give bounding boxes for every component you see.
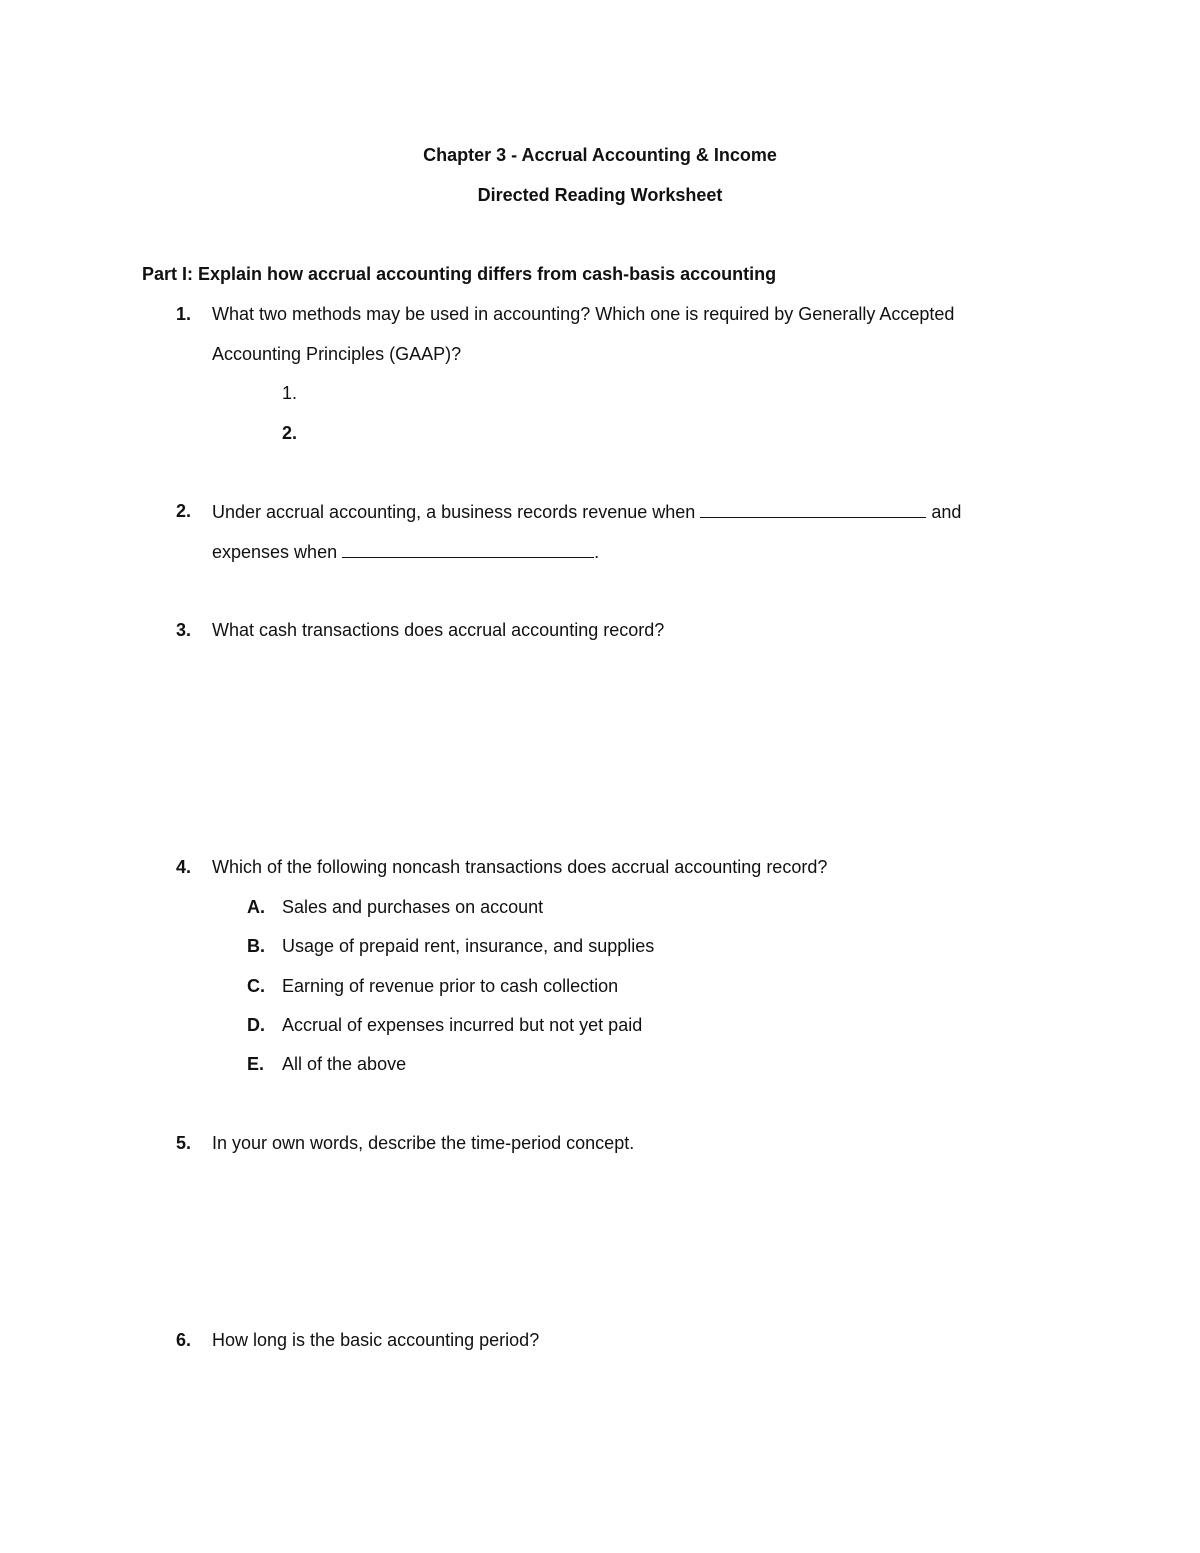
- question-text-part: and: [931, 502, 962, 522]
- question-number: 5.: [176, 1133, 192, 1153]
- question-text: What two methods may be used in accounting? Which one is required by Generally Accepted: [212, 304, 955, 324]
- question-text-part: expenses when: [212, 542, 338, 562]
- question-text-part: .: [594, 542, 600, 562]
- option-text: Accrual of expenses incurred but not yet paid: [282, 1015, 643, 1035]
- option-text: All of the above: [282, 1054, 407, 1074]
- question-text-continued: [212, 541, 599, 563]
- question-text-continued: Accounting Principles (GAAP)?: [212, 344, 462, 364]
- question-number: 1.: [176, 304, 192, 324]
- question-text: Which of the following noncash transactions does accrual accounting record?: [212, 857, 828, 877]
- question-number: 6.: [176, 1330, 192, 1350]
- fill-in-blank: [342, 541, 594, 558]
- answer-number: 1.: [282, 383, 298, 403]
- question-number: 3.: [176, 620, 192, 640]
- option-letter: C.: [247, 976, 265, 996]
- part-heading: Part I: Explain how accrual accounting differs from cash-basis accounting: [142, 264, 777, 284]
- option-letter: A.: [247, 897, 265, 917]
- option-letter: E.: [247, 1054, 265, 1074]
- question-number: 2.: [176, 501, 192, 521]
- question-text-part: Under accrual accounting, a business records revenue when: [212, 502, 696, 522]
- question-text: [212, 501, 961, 523]
- option-letter: B.: [247, 936, 265, 956]
- option-text: Sales and purchases on account: [282, 897, 544, 917]
- question-text: In your own words, describe the time-period concept.: [212, 1133, 635, 1153]
- answer-number: 2.: [282, 423, 298, 443]
- option-text: Earning of revenue prior to cash collection: [282, 976, 619, 996]
- option-letter: D.: [247, 1015, 265, 1035]
- page-subtitle: Directed Reading Worksheet: [477, 185, 723, 205]
- page-title: Chapter 3 - Accrual Accounting & Income: [423, 145, 777, 165]
- question-text: How long is the basic accounting period?: [212, 1330, 540, 1350]
- question-text: What cash transactions does accrual accounting record?: [212, 620, 665, 640]
- fill-in-blank: [700, 501, 926, 518]
- option-text: Usage of prepaid rent, insurance, and supplies: [282, 936, 655, 956]
- question-number: 4.: [176, 857, 192, 877]
